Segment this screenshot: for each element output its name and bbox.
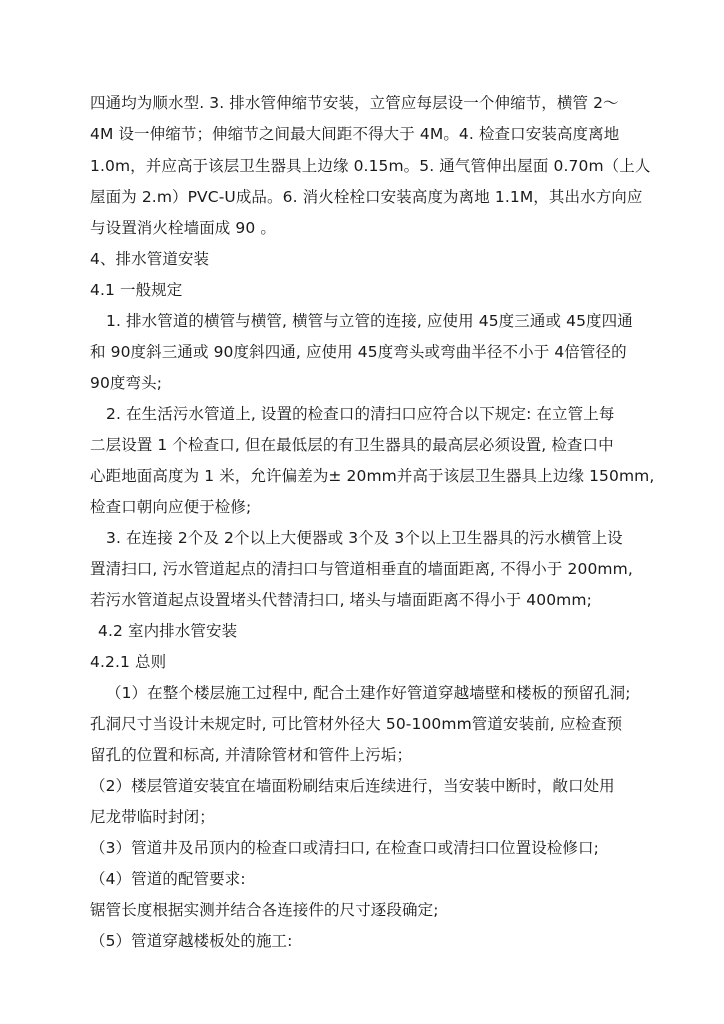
text-line: 4M 设一伸缩节；伸缩节之间最大间距不得大于 4M。4. 检查口安装高度离地 bbox=[90, 125, 620, 143]
text-line: 1.0m，并应高于该层卫生器具上边缘 0.15m。5. 通气管伸出屋面 0.70m（上人 bbox=[90, 157, 651, 175]
section-heading: 4、排水管道安装 bbox=[90, 250, 210, 268]
subsection-heading: 4.2 室内排水管安装 bbox=[98, 622, 238, 640]
text-line: 若污水管道起点设置堵头代替清扫口, 堵头与墙面距离不得小于 400mm; bbox=[90, 591, 592, 609]
text-line: 3. 在连接 2个及 2个以上大便器或 3个及 3个以上卫生器具的污水横管上设 bbox=[106, 529, 623, 547]
text-line: 1. 排水管道的横管与横管, 横管与立管的连接, 应使用 45度三通或 45度四通 bbox=[106, 312, 633, 330]
text-line: 90度弯头; bbox=[90, 374, 163, 392]
text-line: 心距地面高度为 1 米，允许偏差为± 20mm并高于该层卫生器具上边缘 150mm, bbox=[90, 467, 655, 485]
text-line: （4）管道的配管要求: bbox=[90, 870, 246, 888]
subsection-heading: 4.1 一般规定 bbox=[90, 281, 183, 299]
text-line: 孔洞尺寸当设计未规定时, 可比管材外径大 50-100mm管道安装前, 应检查预 bbox=[90, 715, 623, 733]
text-line: 屋面为 2.m）PVC-U成品。6. 消火栓栓口安装高度为离地 1.1M，其出水方向应 bbox=[90, 188, 643, 206]
text-line: 2. 在生活污水管道上, 设置的检查口的清扫口应符合以下规定: 在立管上每 bbox=[106, 405, 615, 423]
text-line: 和 90度斜三通或 90度斜四通, 应使用 45度弯头或弯曲半径不小于 4倍管径的 bbox=[90, 343, 627, 361]
text-line: （5）管道穿越楼板处的施工: bbox=[90, 932, 293, 950]
text-line: 置清扫口, 污水管道起点的清扫口与管道相垂直的墙面距离, 不得小于 200mm, bbox=[90, 560, 633, 578]
text-line: 四通均为顺水型. 3. 排水管伸缩节安装，立管应每层设一个伸缩节，横管 2～ bbox=[90, 94, 619, 112]
text-line: 留孔的位置和标高, 并清除管材和管件上污垢； bbox=[90, 746, 413, 764]
text-line: 与设置消火栓墙面成 90 。 bbox=[90, 219, 276, 237]
text-line: 二层设置 1 个检查口, 但在最低层的有卫生器具的最高层必须设置, 检查口中 bbox=[90, 436, 614, 454]
subsection-heading: 4.2.1 总则 bbox=[90, 653, 167, 671]
text-line: 锯管长度根据实测并结合各连接件的尺寸逐段确定; bbox=[90, 901, 439, 919]
text-line: （3）管道井及吊顶内的检查口或清扫口, 在检查口或清扫口位置设检修口; bbox=[90, 839, 599, 857]
text-line: 尼龙带临时封闭； bbox=[90, 808, 215, 826]
text-line: （1）在整个楼层施工过程中, 配合土建作好管道穿越墙壁和楼板的预留孔洞; bbox=[106, 684, 631, 702]
text-line: （2）楼层管道安装宜在墙面粉刷结束后连续进行，当安装中断时，敞口处用 bbox=[90, 777, 615, 795]
text-line: 检查口朝向应便于检修; bbox=[90, 498, 252, 516]
